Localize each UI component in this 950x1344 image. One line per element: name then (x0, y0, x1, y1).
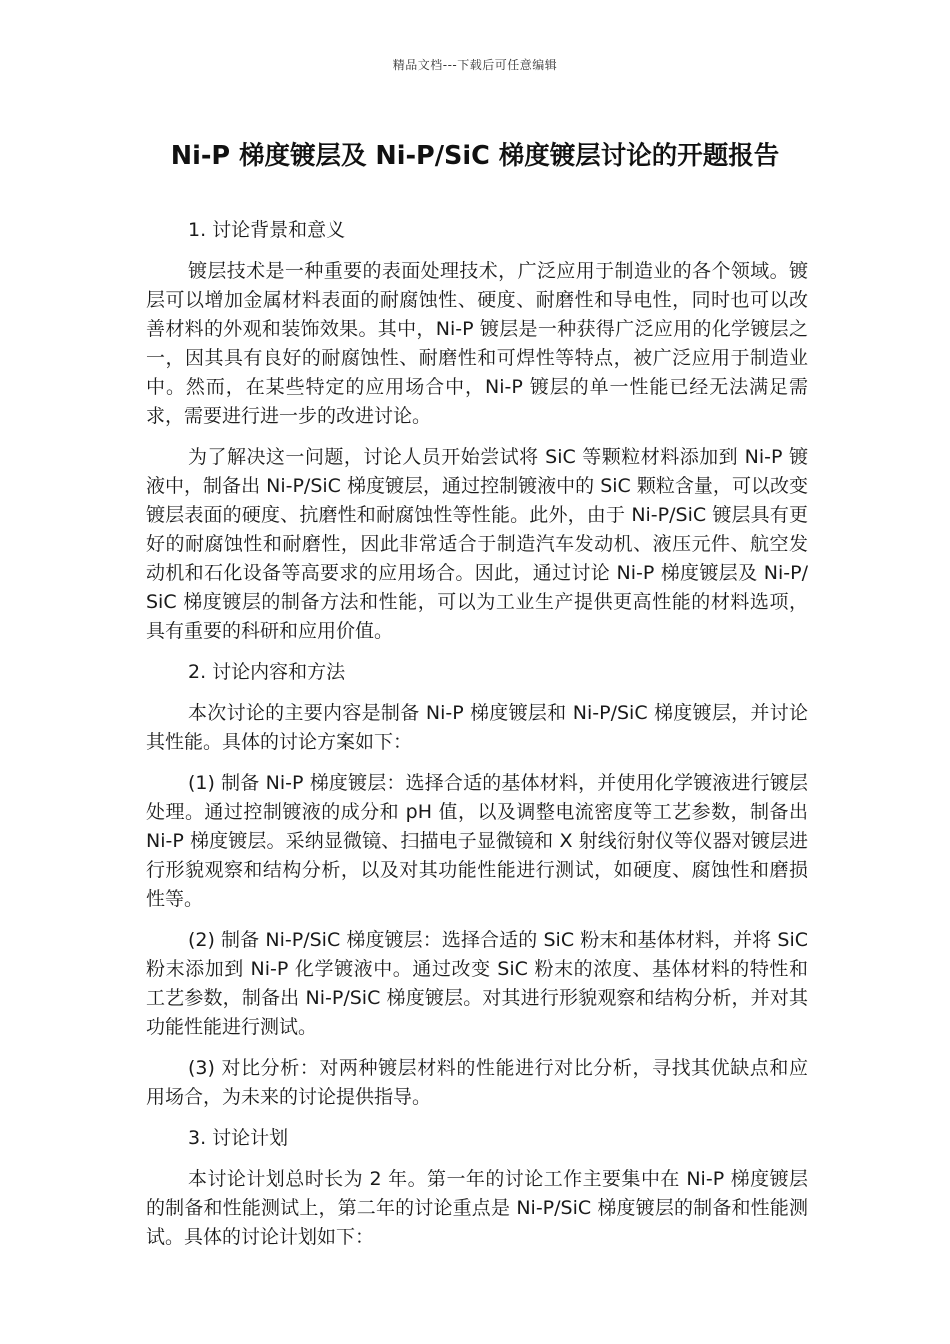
paragraph: (1) 制备 Ni-P 梯度镀层：选择合适的基体材料，并使用化学镀液进行镀层处理。通过控制镀液的成分和 pH 值，以及调整电流密度等工艺参数，制备出 Ni-P 梯度镀层。采纳显微镜、扫描电子显微镜和 X 射线衍射仪等仪器对镀层进行形貌观察和结构分析，以及对其功能性能进行测试，如硬度、腐蚀性和磨损性等。 (146, 772, 808, 910)
header-note: 精品文档---下载后可任意编辑 (392, 58, 558, 72)
paragraph: 镀层技术是一种重要的表面处理技术，广泛应用于制造业的各个领域。镀层可以增加金属材料表面的耐腐蚀性、硬度、耐磨性和导电性，同时也可以改善材料的外观和装饰效果。其中，Ni-P 镀层是一种获得广泛应用的化学镀层之一，因其具有良好的耐腐蚀性、耐磨性和可焊性等特点，被广泛应用于制造业中。然而，在某些特定的应用场合中，Ni-P 镀层的单一性能已经无法满足需求，需要进行进一步的改进讨论。 (146, 260, 808, 427)
paragraph: 本讨论计划总时长为 2 年。第一年的讨论工作主要集中在 Ni-P 梯度镀层的制备和性能测试上，第二年的讨论重点是 Ni-P/SiC 梯度镀层的制备和性能测试。具体的讨论计划如下： (146, 1168, 808, 1248)
section-background (146, 216, 808, 646)
paragraph: (3) 对比分析：对两种镀层材料的性能进行对比分析，寻找其优缺点和应用场合，为未来的讨论提供指导。 (146, 1057, 808, 1108)
document-body (146, 216, 808, 1264)
document-title: Ni-P 梯度镀层及 Ni-P/SiC 梯度镀层讨论的开题报告 (170, 141, 780, 171)
section-plan (146, 1124, 808, 1252)
section-heading: 1. 讨论背景和意义 (188, 219, 346, 241)
section-heading: 3. 讨论计划 (188, 1127, 289, 1149)
section-heading: 2. 讨论内容和方法 (188, 661, 346, 683)
paragraph: 本次讨论的主要内容是制备 Ni-P 梯度镀层和 Ni-P/SiC 梯度镀层，并讨论其性能。具体的讨论方案如下： (146, 702, 808, 753)
section-content-methods (146, 658, 808, 1112)
paragraph: 为了解决这一问题，讨论人员开始尝试将 SiC 等颗粒材料添加到 Ni-P 镀液中，制备出 Ni-P/SiC 梯度镀层，通过控制镀液中的 SiC 颗粒含量，可以改变镀层表面的硬度、抗磨性和耐腐蚀性等性能。此外，由于 Ni-P/SiC 镀层具有更好的耐腐蚀性和耐磨性，因此非常适合于制造汽车发动机、液压元件、航空发动机和石化设备等高要求的应用场合。因此，通过讨论 Ni-P 梯度镀层及 Ni-P/SiC 梯度镀层的制备方法和性能，可以为工业生产提供更高性能的材料选项，具有重要的科研和应用价值。 (146, 446, 808, 642)
paragraph: (2) 制备 Ni-P/SiC 梯度镀层：选择合适的 SiC 粉末和基体材料，并将 SiC 粉末添加到 Ni-P 化学镀液中。通过改变 SiC 粉末的浓度、基体材料的特性和工艺参数，制备出 Ni-P/SiC 梯度镀层。对其进行形貌观察和结构分析，并对其功能性能进行测试。 (146, 929, 808, 1038)
